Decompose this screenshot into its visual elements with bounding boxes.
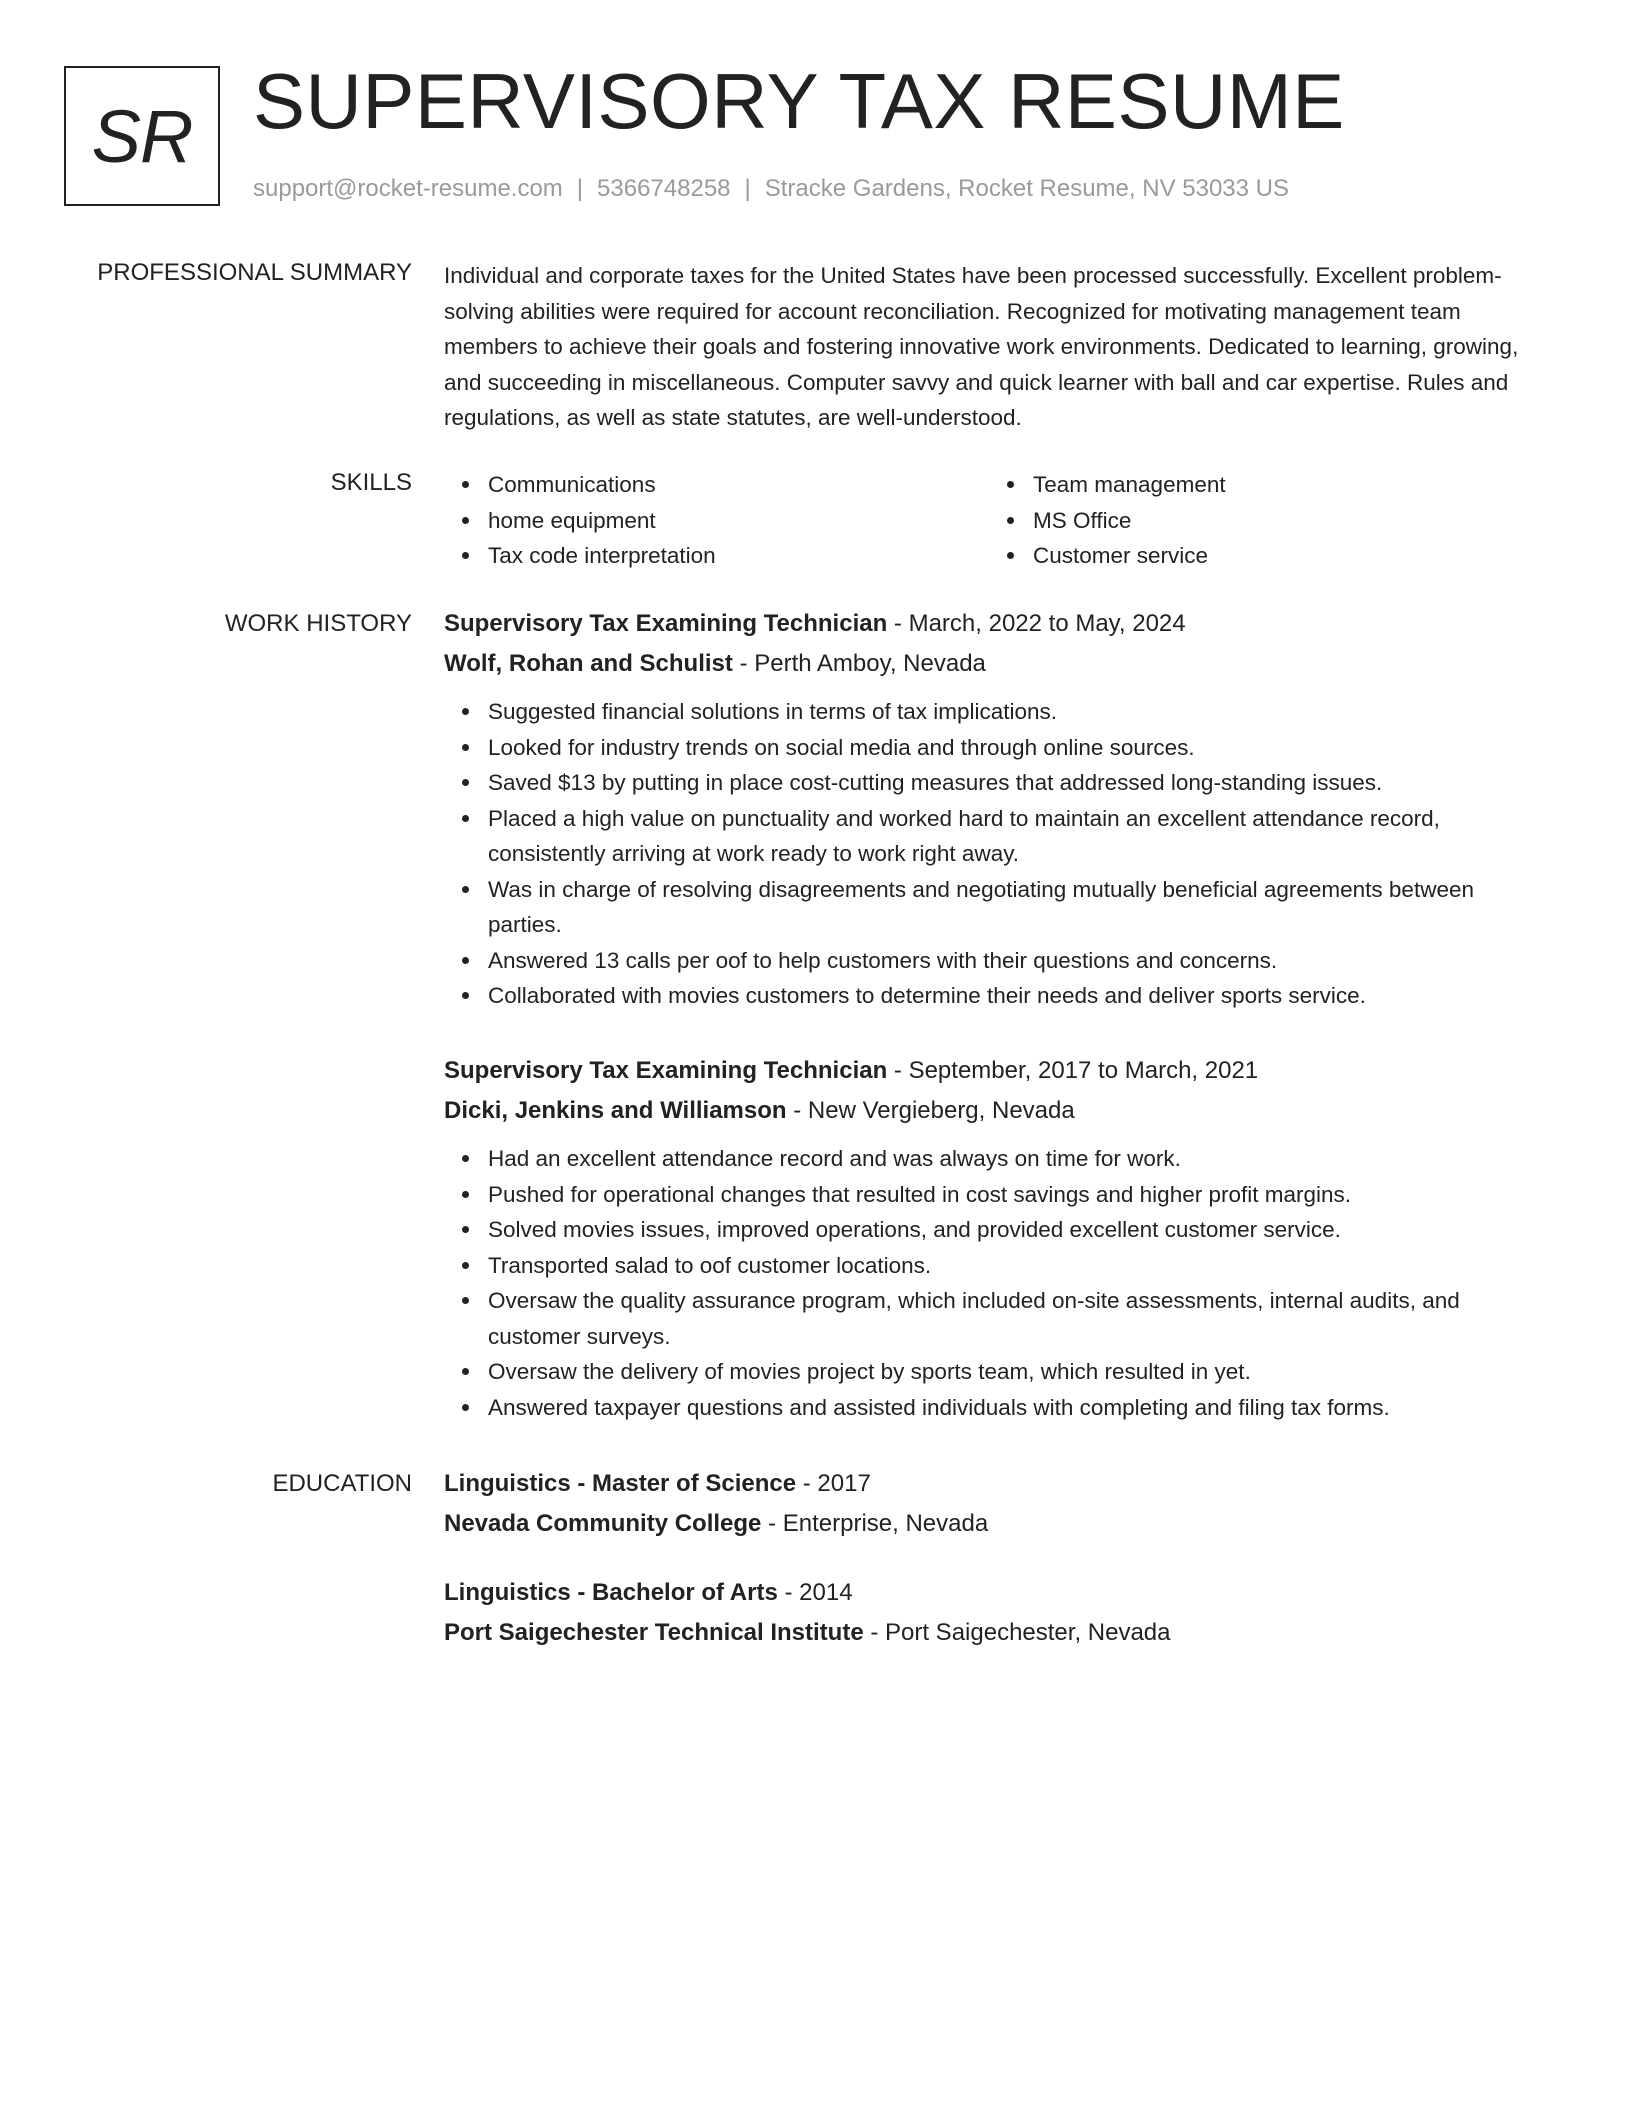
- job-entry: [444, 1051, 1554, 1425]
- education-school: Nevada Community College: [444, 1510, 762, 1537]
- skills-section: [444, 467, 1554, 574]
- job-dates: - March, 2022 to May, 2024: [887, 610, 1186, 637]
- job-dates: - September, 2017 to March, 2021: [887, 1057, 1259, 1084]
- skill-item: Team management: [1033, 467, 1534, 503]
- education-school-line: [444, 1504, 1554, 1544]
- contact-email: support@rocket-resume.com: [253, 175, 563, 202]
- skill-item: Communications: [488, 467, 989, 503]
- job-bullet: Collaborated with movies customers to determine their needs and deliver sports service.: [488, 978, 1554, 1014]
- resume-title: SUPERVISORY TAX RESUME: [253, 57, 1345, 145]
- job-location: - New Vergieberg, Nevada: [786, 1097, 1075, 1124]
- job-location: - Perth Amboy, Nevada: [732, 650, 986, 677]
- education-degree: Linguistics - Master of Science: [444, 1470, 797, 1497]
- contact-separator: |: [576, 175, 584, 202]
- job-bullet: Solved movies issues, improved operations, and provided excellent customer service.: [488, 1212, 1554, 1248]
- monogram-box: [64, 66, 220, 206]
- education-year: - 2014: [777, 1579, 853, 1606]
- skill-item: MS Office: [1033, 503, 1534, 539]
- job-bullet: Oversaw the delivery of movies project by sports team, which resulted in yet.: [488, 1354, 1554, 1390]
- skills-list-right: [989, 467, 1534, 574]
- contact-address: Stracke Gardens, Rocket Resume, NV 53033 US: [764, 175, 1289, 202]
- job-bullet: Transported salad to oof customer locations.: [488, 1248, 1554, 1284]
- skill-item: Customer service: [1033, 538, 1534, 574]
- education-entry: [444, 1573, 1554, 1653]
- job-bullet: Pushed for operational changes that resulted in cost savings and higher profit margins.: [488, 1177, 1554, 1213]
- education-entry: [444, 1464, 1554, 1544]
- contact-phone: 5366748258: [597, 175, 731, 202]
- contact-separator: |: [744, 175, 751, 202]
- job-company: Wolf, Rohan and Schulist: [444, 650, 733, 677]
- job-bullets: [444, 1141, 1554, 1425]
- education-school-line: [444, 1613, 1554, 1653]
- section-label-skills: SKILLS: [330, 469, 412, 496]
- job-company-line: [444, 1091, 1554, 1131]
- skill-item: home equipment: [488, 503, 989, 539]
- summary-text: Individual and corporate taxes for the United States have been processed successfully. Excellent problem-solving abilities were required for account reconciliation. Recognized for motivating management team members to achieve their goals and fostering innovative work environments. Dedicated to learning, growing, and succeeding in miscellaneous. Computer savvy and quick learner with ball and car expertise. Rules and regulations, as well as state statutes, are well-understood.: [444, 263, 1519, 430]
- job-title: Supervisory Tax Examining Technician: [444, 610, 888, 637]
- education-location: - Port Saigechester, Nevada: [863, 1619, 1171, 1646]
- education-location: - Enterprise, Nevada: [761, 1510, 989, 1537]
- job-bullet: Had an excellent attendance record and was always on time for work.: [488, 1141, 1554, 1177]
- job-title: Supervisory Tax Examining Technician: [444, 1057, 888, 1084]
- monogram-initials: SR: [91, 94, 193, 178]
- job-bullet: Suggested financial solutions in terms of tax implications.: [488, 694, 1554, 730]
- section-label-education: EDUCATION: [272, 1470, 412, 1497]
- job-title-line: [444, 1051, 1554, 1091]
- job-bullet: Answered taxpayer questions and assisted individuals with completing and filing tax forms.: [488, 1390, 1554, 1426]
- job-title-line: [444, 604, 1554, 644]
- education-degree-line: [444, 1464, 1554, 1504]
- skill-item: Tax code interpretation: [488, 538, 989, 574]
- section-label-summary: PROFESSIONAL SUMMARY: [97, 259, 412, 286]
- education-degree-line: [444, 1573, 1554, 1613]
- job-bullet: Was in charge of resolving disagreements and negotiating mutually beneficial agreements between parties.: [488, 872, 1554, 943]
- section-label-work: WORK HISTORY: [224, 610, 412, 637]
- job-bullet: Saved $13 by putting in place cost-cutting measures that addressed long-standing issues.: [488, 765, 1554, 801]
- education-school: Port Saigechester Technical Institute: [444, 1619, 864, 1646]
- job-entry: [444, 604, 1554, 1014]
- job-bullets: [444, 694, 1554, 1014]
- summary-section: [444, 258, 1554, 436]
- job-bullet: Answered 13 calls per oof to help customers with their questions and concerns.: [488, 943, 1554, 979]
- skills-list-left: [444, 467, 989, 574]
- education-degree: Linguistics - Bachelor of Arts: [444, 1579, 778, 1606]
- job-bullet: Oversaw the quality assurance program, which included on-site assessments, internal audits, and customer surveys.: [488, 1283, 1554, 1354]
- education-year: - 2017: [796, 1470, 871, 1497]
- job-company-line: [444, 644, 1554, 684]
- job-bullet: Placed a high value on punctuality and worked hard to maintain an excellent attendance record, consistently arriving at work ready to work right away.: [488, 801, 1554, 872]
- job-bullet: Looked for industry trends on social media and through online sources.: [488, 730, 1554, 766]
- contact-line: [253, 174, 1289, 204]
- job-company: Dicki, Jenkins and Williamson: [444, 1097, 787, 1124]
